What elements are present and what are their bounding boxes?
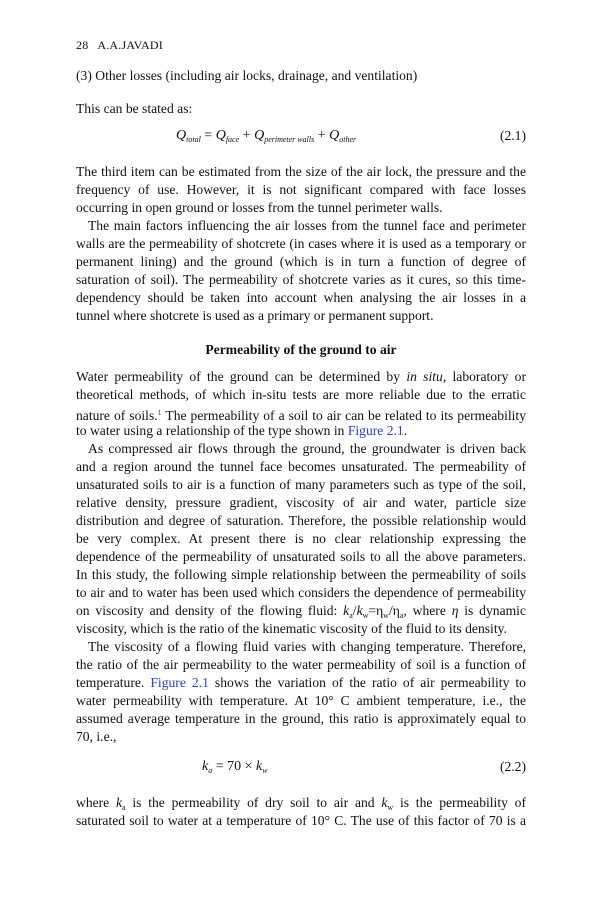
stated-as-text: This can be stated as: bbox=[76, 101, 193, 116]
text-line: In this study, the following simple relationship between the permeability of soils bbox=[76, 567, 526, 582]
equation-2-2 bbox=[76, 759, 526, 777]
text-line: temperature. Figure 2.1 shows the variation of the ratio of air permeability to bbox=[76, 675, 526, 690]
text-line: on viscosity and density of the flowing fluid: $k_a/k_w=\eta_w/\eta_a$, where η is dynamic bbox=[76, 603, 526, 620]
text-line: water permeability with temperature. At 10° C ambient temperature, i.e., the bbox=[76, 693, 526, 708]
footnote-ref[interactable]: 1 bbox=[157, 408, 162, 417]
text-line: nature of soils.$^1$ The permeability of a soil to air can be related to its permeability bbox=[76, 408, 526, 423]
text-line: occurring in open ground or losses from the tunnel perimeter walls. bbox=[76, 200, 443, 215]
equation-number: (2.1) bbox=[499, 128, 526, 143]
text-line: relative density, pressure gradient, viscosity of air and water, particle size bbox=[76, 495, 526, 510]
text-line: Water permeability of the ground can be determined by in situ, laboratory or bbox=[76, 369, 526, 384]
page-number: 28 bbox=[76, 38, 89, 52]
text-line: frequency of use. However, it is not significant compared with face losses bbox=[76, 182, 526, 197]
text-line: to water using a relationship of the type shown in Figure 2.1. bbox=[76, 423, 408, 438]
text-line: be very complex. At present there is no clear relationship expressing the bbox=[76, 531, 526, 546]
text-line: unsaturated soils to air is a function of many parameters such as type of the soil, bbox=[76, 477, 526, 492]
text-line: walls are the permeability of shotcrete (in cases where it is used as a temporary or bbox=[76, 236, 526, 251]
text-line: permanent lining) and the ground (which is in turn a function of degree of bbox=[76, 254, 526, 269]
text-line: assumed average temperature in the ground, this ratio is approximately equal to bbox=[76, 711, 526, 726]
text-line: The viscosity of a flowing fluid varies with changing temperature. Therefore, bbox=[88, 639, 526, 654]
text-line: saturation of soil). The permeability of shotcrete varies as it cures, so this time- bbox=[76, 272, 526, 287]
text-line: the ratio of the air permeability to the water permeability of soil is a function of bbox=[76, 657, 526, 672]
text-line: where $k_a$ is the permeability of dry soil to air and $k_w$ is the permeability of bbox=[76, 795, 526, 812]
text-line: The third item can be estimated from the size of the air lock, the pressure and the bbox=[76, 164, 526, 179]
equation-2-1-expression: $Q_{total} = Q_{face} + Q_{perimeter walls} + Q_{other}$ bbox=[176, 128, 357, 144]
text-line: distribution and degree of saturation. Therefore, the possible relationship would bbox=[76, 513, 526, 528]
running-header bbox=[76, 38, 163, 53]
figure-link[interactable]: Figure 2.1 bbox=[347, 423, 404, 438]
figure-link[interactable]: Figure 2.1 bbox=[150, 675, 209, 690]
header-author: A.A.JAVADI bbox=[97, 38, 163, 52]
text-line: dependence of the permeability of unsaturated soils to all the above parameters. bbox=[76, 549, 526, 564]
equation-2-1 bbox=[76, 128, 526, 146]
equation-2-2-expression: $k_a = 70 \times k_w$ bbox=[202, 759, 268, 775]
text-line: saturated soil to water at a temperature of 10° C. The use of this factor of 70 is a bbox=[76, 813, 526, 828]
text-line: theoretical methods, of which in-situ tests are more reliable due to the erratic bbox=[76, 387, 526, 402]
text-line: viscosity, which is the ratio of the kinematic viscosity of the fluid to its density. bbox=[76, 621, 507, 636]
list-item-3: (3) Other losses (including air locks, drainage, and ventilation) bbox=[76, 68, 418, 83]
text-line: The main factors influencing the air losses from the tunnel face and perimeter bbox=[88, 218, 526, 233]
text-line: and a region around the tunnel face becomes unsaturated. The permeability of bbox=[76, 459, 526, 474]
text-line: to air and to water has been used which considers the dependence of permeability bbox=[76, 585, 526, 600]
section-heading: Permeability of the ground to air bbox=[205, 342, 397, 357]
text-line: dependency should be taken into account when analysing the air losses in a bbox=[76, 290, 526, 305]
equation-number: (2.2) bbox=[499, 759, 526, 774]
text-line: 70, i.e., bbox=[76, 729, 117, 744]
text-line: tunnel where shotcrete is used as a primary or permanent support. bbox=[76, 308, 434, 323]
text-line: As compressed air flows through the ground, the groundwater is driven back bbox=[88, 441, 526, 456]
